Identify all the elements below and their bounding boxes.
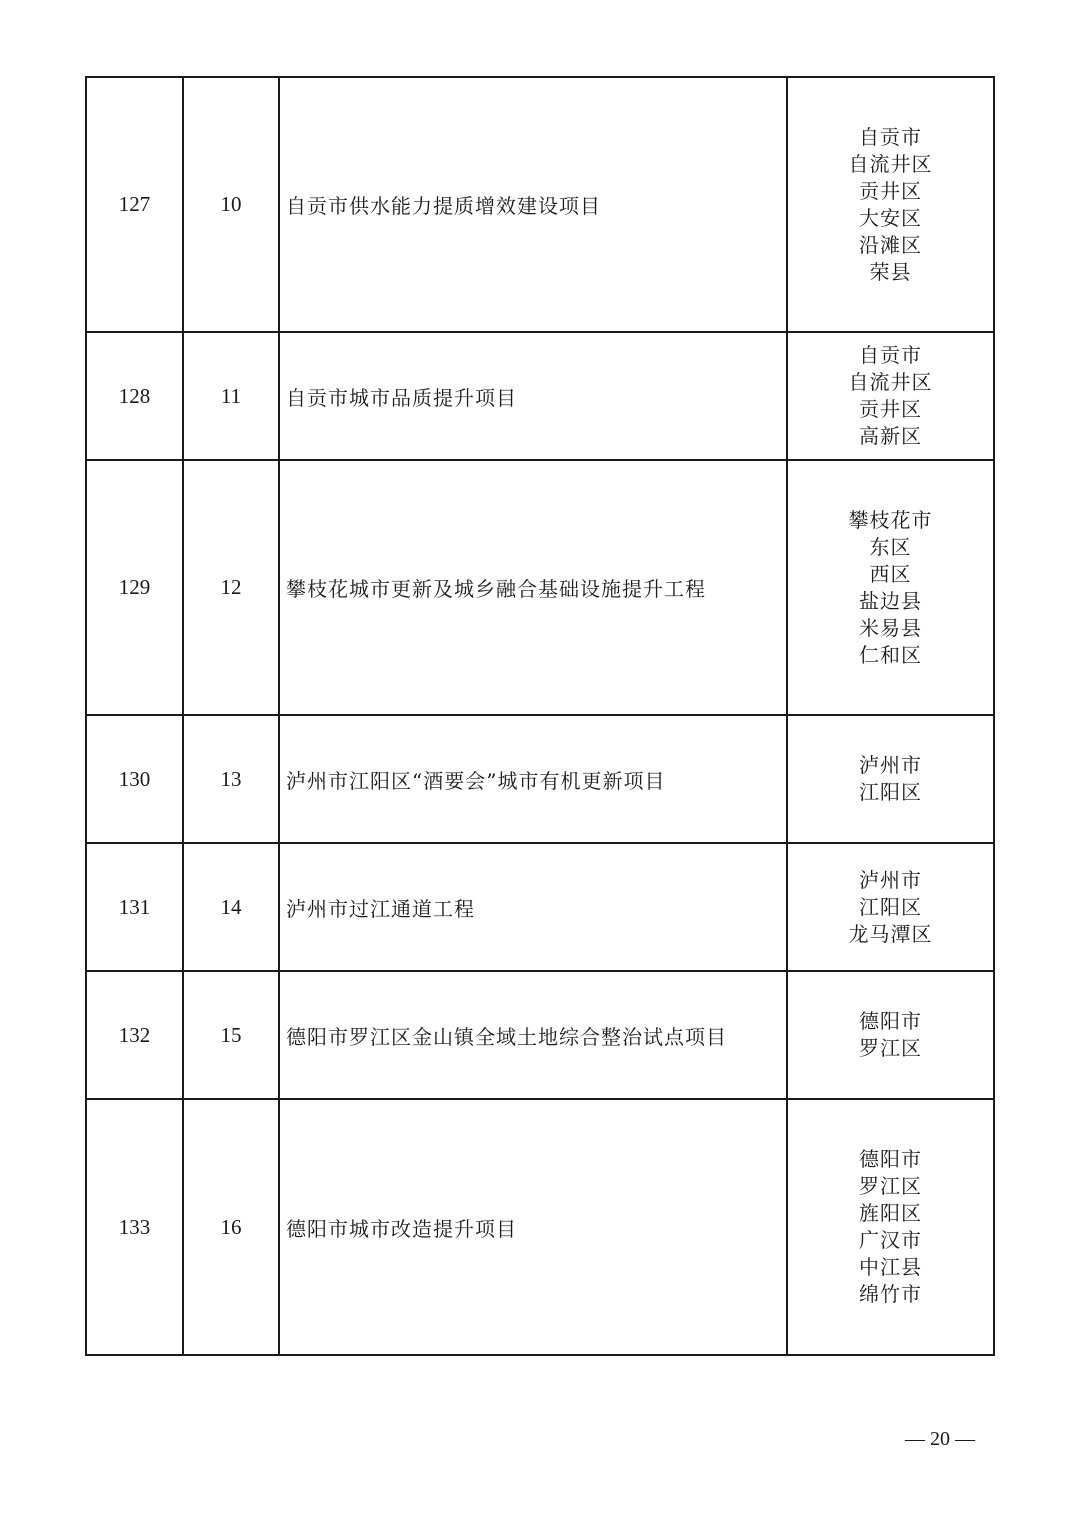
project-name: 德阳市城市改造提升项目 bbox=[279, 1099, 787, 1355]
table-row bbox=[86, 971, 994, 1099]
region-cell bbox=[787, 971, 994, 1099]
region-name: 盐边县 bbox=[859, 588, 922, 613]
table-row bbox=[86, 332, 994, 460]
region-name: 绵竹市 bbox=[859, 1282, 922, 1306]
region-name: 广汉市 bbox=[859, 1228, 922, 1252]
region-cell bbox=[787, 460, 994, 715]
project-name: 自贡市供水能力提质增效建设项目 bbox=[279, 77, 787, 332]
row-index: 129 bbox=[86, 460, 183, 715]
page-number: — 20 — bbox=[905, 1428, 975, 1450]
table-row bbox=[86, 77, 994, 332]
row-index: 127 bbox=[86, 77, 183, 332]
row-index: 132 bbox=[86, 971, 183, 1099]
row-sub-index: 11 bbox=[183, 332, 279, 460]
region-name: 攀枝花市 bbox=[848, 507, 933, 532]
region-name: 自贡市 bbox=[859, 343, 922, 367]
row-sub-index: 15 bbox=[183, 971, 279, 1099]
region-cell bbox=[787, 715, 994, 843]
region-name: 江阳区 bbox=[859, 894, 922, 919]
project-name: 泸州市过江通道工程 bbox=[279, 843, 787, 971]
row-sub-index: 12 bbox=[183, 460, 279, 715]
region-name: 中江县 bbox=[859, 1255, 922, 1279]
table-row bbox=[86, 843, 994, 971]
project-name: 德阳市罗江区金山镇全域土地综合整治试点项目 bbox=[279, 971, 787, 1099]
region-name: 德阳市 bbox=[859, 1009, 922, 1033]
row-sub-index: 13 bbox=[183, 715, 279, 843]
region-name: 贡井区 bbox=[859, 178, 922, 203]
region-name: 东区 bbox=[869, 534, 912, 559]
region-name: 荣县 bbox=[869, 259, 912, 284]
region-name: 德阳市 bbox=[859, 1147, 922, 1171]
region-name: 高新区 bbox=[859, 424, 922, 448]
region-name: 旌阳区 bbox=[859, 1201, 922, 1225]
region-name: 大安区 bbox=[859, 205, 922, 230]
region-name: 仁和区 bbox=[859, 642, 922, 667]
region-cell bbox=[787, 77, 994, 332]
region-name: 米易县 bbox=[859, 615, 922, 640]
region-name: 沿滩区 bbox=[859, 232, 922, 257]
region-name: 罗江区 bbox=[859, 1174, 922, 1198]
region-name: 江阳区 bbox=[859, 780, 922, 804]
row-sub-index: 10 bbox=[183, 77, 279, 332]
row-sub-index: 16 bbox=[183, 1099, 279, 1355]
row-index: 131 bbox=[86, 843, 183, 971]
region-name: 自流井区 bbox=[848, 370, 933, 394]
region-cell bbox=[787, 1099, 994, 1355]
region-name: 自贡市 bbox=[859, 124, 922, 149]
table-row bbox=[86, 715, 994, 843]
row-index: 133 bbox=[86, 1099, 183, 1355]
project-name: 泸州市江阳区“酒要会”城市有机更新项目 bbox=[279, 715, 787, 843]
region-name: 贡井区 bbox=[859, 397, 922, 421]
project-table bbox=[85, 76, 995, 1356]
row-index: 128 bbox=[86, 332, 183, 460]
row-sub-index: 14 bbox=[183, 843, 279, 971]
table-row bbox=[86, 460, 994, 715]
project-name: 自贡市城市品质提升项目 bbox=[279, 332, 787, 460]
project-table-body bbox=[86, 77, 994, 1355]
row-index: 130 bbox=[86, 715, 183, 843]
region-name: 龙马潭区 bbox=[848, 921, 933, 946]
region-name: 自流井区 bbox=[848, 151, 933, 176]
table-row bbox=[86, 1099, 994, 1355]
region-name: 泸州市 bbox=[859, 753, 922, 777]
region-cell bbox=[787, 843, 994, 971]
region-name: 西区 bbox=[869, 561, 912, 586]
region-cell bbox=[787, 332, 994, 460]
region-name: 泸州市 bbox=[859, 867, 922, 892]
project-name: 攀枝花城市更新及城乡融合基础设施提升工程 bbox=[279, 460, 787, 715]
region-name: 罗江区 bbox=[859, 1036, 922, 1060]
